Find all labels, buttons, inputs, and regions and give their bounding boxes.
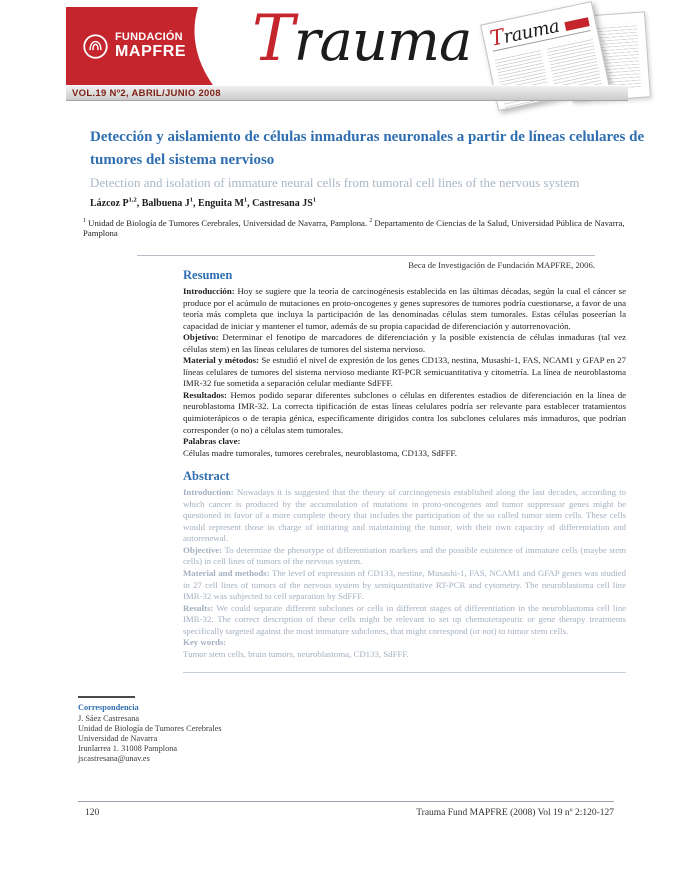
author-affiliation-superscript: 1 bbox=[189, 197, 194, 204]
brand-line2: MAPFRE bbox=[115, 42, 187, 60]
brand-name bbox=[115, 32, 186, 60]
correspondence-line: Unidad de Biología de Tumores Cerebrales bbox=[78, 724, 222, 733]
section-divider bbox=[183, 672, 626, 673]
abstract-heading: Abstract bbox=[183, 469, 230, 484]
paragraph: Key words: bbox=[183, 637, 227, 648]
mapfre-emblem-icon bbox=[82, 33, 109, 60]
author: Lázcoz P$^{1,2}$ , bbox=[90, 198, 142, 209]
authors-line bbox=[90, 197, 316, 209]
cover-issue-badge bbox=[564, 17, 589, 31]
author: Castresana $JS^1$ bbox=[252, 197, 317, 210]
correspondence-block bbox=[78, 696, 222, 764]
correspondence-line: J. Sáez Castresana bbox=[78, 714, 140, 723]
affiliation: $^1$ Unidad de Biología de Tumores Cerebrales, Universidad de Navarra, Pamplona. bbox=[83, 217, 368, 228]
affiliation: $^2$ Departamento de Ciencias de la Salud, Universidad Pública de Navarra, Pamplona bbox=[83, 217, 625, 239]
author-affiliation-superscript: 1 bbox=[243, 197, 248, 204]
paragraph: Tumor stem cells, brain tumors, neuroblastoma, CD133, SdFFF. bbox=[183, 648, 409, 659]
article-title-en: Detection and isolation of immature neural cells from tumoral cell lines of the nervous system bbox=[90, 175, 580, 190]
journal-masthead bbox=[252, 2, 471, 76]
footer-page-number: 120 bbox=[85, 808, 100, 818]
author-affiliation-superscript: 1,2 bbox=[128, 197, 137, 204]
paragraph: Material and methods: The level of expression of CD133, nestine, Musashi-1, FAS, NCAM1 and GFAP genes was studied in 27 cell lines of tumors of the nervous system by semiquantitative RT-PCR and cytometry. The neuroblastoma cell line IMR-32 was subjected to cell separation by SdFFF. bbox=[183, 568, 626, 602]
author: Balbuena $J^1$ , bbox=[142, 198, 198, 209]
grant-note: Beca de Investigación de Fundación MAPFRE, 2006. bbox=[137, 255, 595, 270]
footer-rule bbox=[78, 801, 614, 802]
correspondence-line: jscastresana@unav.es bbox=[78, 754, 150, 763]
paragraph: Objetivo: Determinar el fenotipo de marcadores de diferenciación y la posible existencia de células inmaduras (tal vez células stem) en las líneas celulares de tumores del sistema nervioso. bbox=[183, 332, 627, 354]
volume-bar bbox=[66, 85, 628, 101]
paragraph: Palabras clave: bbox=[183, 436, 241, 447]
paragraph: Resultados: Hemos podido separar diferentes subclones o células en diferentes estadios de diferenciación en la línea de neuroblastoma IMR-32. La correcta tipificación de estas líneas celulares podría ser relevante para establecer tratamientos quimioterápicos o de terapia génica, específicamente dirigidos contra los subclones celulares más inmaduros, que podrían corresponder (o no) a células stem tumorales. bbox=[183, 389, 627, 435]
volume-bar-label: VOL.19 Nº2, ABRIL/JUNIO 2008 bbox=[72, 88, 221, 99]
correspondence-line: Irunlarrea 1. 31008 Pamplona bbox=[78, 744, 178, 753]
resumen-heading: Resumen bbox=[183, 268, 233, 282]
correspondence-lines bbox=[78, 714, 222, 764]
paragraph: Células madre tumorales, tumores cerebrales, neuroblastoma, CD133, SdFFF. bbox=[183, 447, 457, 458]
brand-line1: FUNDACIÓN bbox=[115, 31, 183, 43]
cover-title: Trauma bbox=[487, 15, 561, 51]
correspondence-heading: Correspondencia bbox=[78, 703, 139, 712]
affiliations bbox=[83, 216, 631, 239]
resumen-text bbox=[183, 286, 626, 459]
paragraph: Objective: To determine the phenotype of differentiation markers and the possible existence of immature cells (maybe stem cells) in cell lines of tumors of the nervous system. bbox=[183, 544, 627, 567]
correspondence-line: Universidad de Navarra bbox=[78, 734, 158, 743]
abstracts-column bbox=[183, 268, 626, 673]
author: Enguita $M^1$ , bbox=[198, 198, 252, 209]
fundacion-mapfre-logo bbox=[82, 32, 186, 60]
paragraph: Introducción: Hoy se sugiere que la teoría de carcinogénesis establecida en las últimas décadas, según la cual el cáncer se produce por el acúmulo de mutaciones en proto-oncogenes y genes supresores de tumores podría cuestionarse, a favor de una teoría más completa que incluya la participación de las denominadas células stem tumorales. Estas células poseerían la capacidad de iniciar y mantener el tumor, además de su propia capacidad de diferenciación y autorrenovación. bbox=[183, 286, 626, 331]
paragraph: Results: We could separate different subclones or cells in different stages of differentiation in the neuroblastoma cell line IMR-32. The correct description of these cells might be relevant to set up chemoterapeutic or gene therapy treatments specifically targeted against the most immature subclones, that might correspond (or not) to tumor stem cells. bbox=[183, 602, 627, 636]
paragraph: Introduction: Nowadays it is suggested that the theory of carcinogenesis established along the last decades, according to which cancer is produced by the accumulation of mutations in proto-oncogenes and tumor suppressor genes might be questioned in favor of a more complete theory that includes the participation of the so called tumor stem cells. These cells would represent those in charge of initiating and maintaining the tumor, with their own capacity of differentiation and autorenewal. bbox=[183, 487, 627, 544]
footer-citation: Trauma Fund MAPFRE (2008) Vol 19 nº 2:120-127 bbox=[416, 808, 614, 818]
masthead-rest: rauma bbox=[293, 9, 472, 74]
correspondence-rule bbox=[78, 696, 135, 698]
article-title-es: Detección y aislamiento de células inmaduras neuronales a partir de líneas celulares de tumores del sistema nervioso bbox=[90, 129, 645, 168]
author-affiliation-superscript: 1 bbox=[312, 197, 317, 204]
abstract-text bbox=[183, 487, 626, 660]
paragraph: Material y métodos: Se estudió el nivel de expresión de los genes CD133, nestina, Musashi-1, FAS, NCAM1 y GFAP en 27 líneas celulares de tumores del sistema nervioso mediante RT-PCR semicuantitativa y citometría. La línea de neuroblastoma IMR-32 fue sometida a separación celular mediante SdFFF. bbox=[183, 355, 626, 389]
masthead-initial: T bbox=[252, 2, 294, 76]
